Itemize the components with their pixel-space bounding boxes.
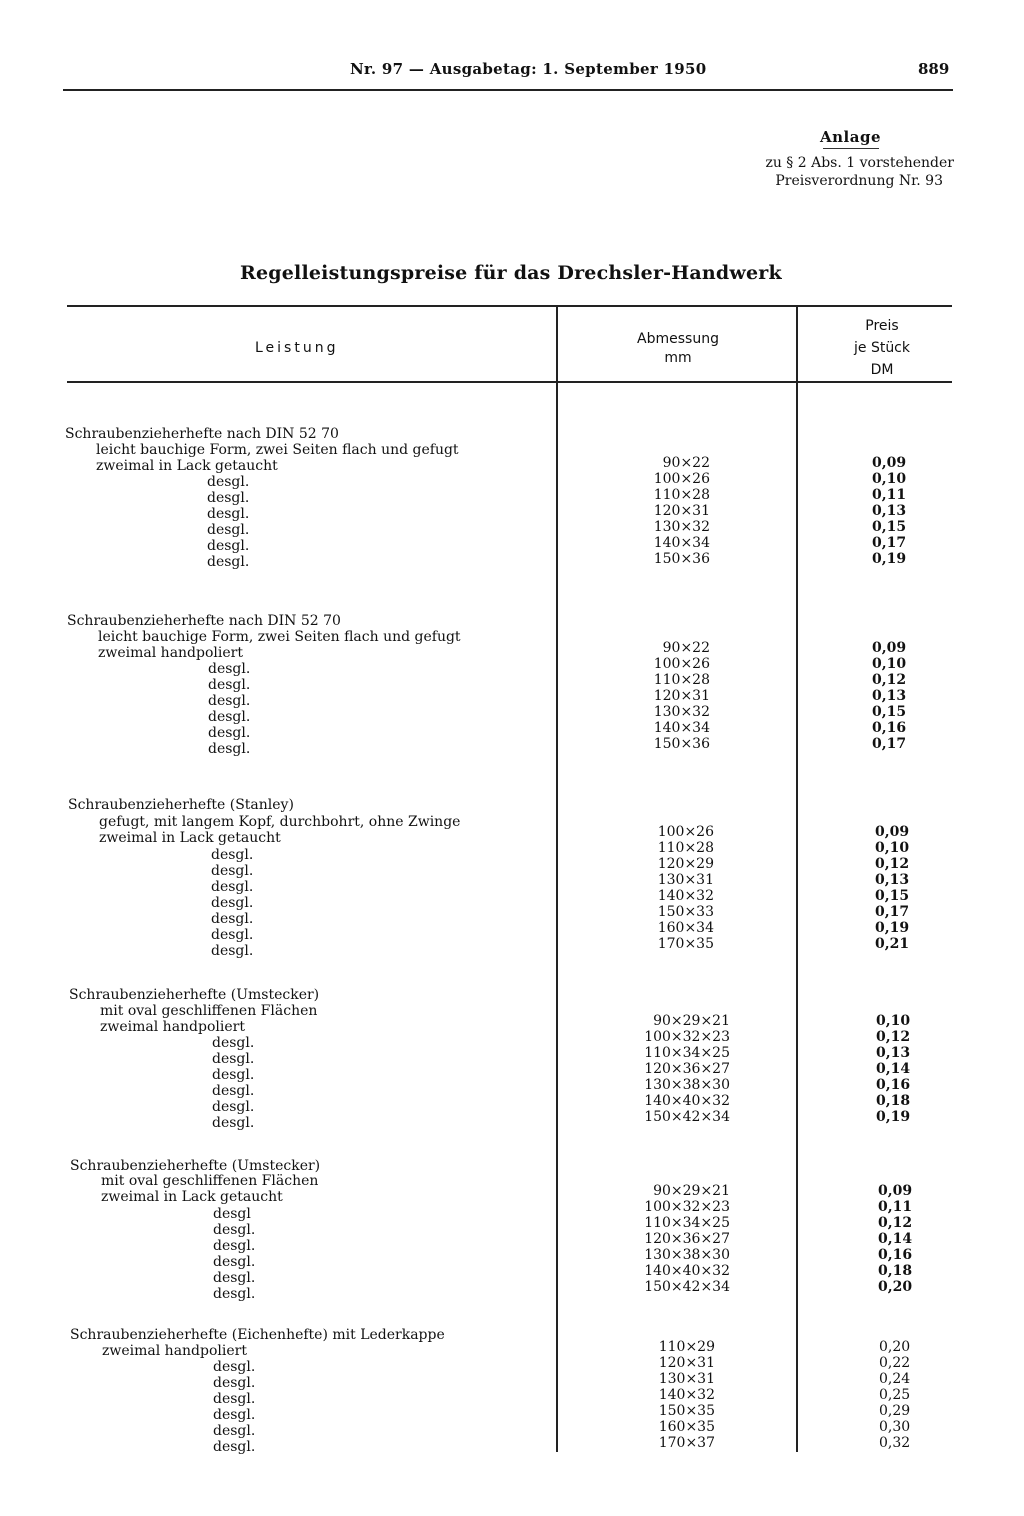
dimension-cell: 140×34 xyxy=(653,720,710,736)
row-label: desgl. xyxy=(208,661,251,677)
price-cell: 0,11 xyxy=(878,1199,913,1215)
section-line: zweimal in Lack getaucht xyxy=(96,458,278,474)
price-cell: 0,16 xyxy=(876,1077,911,1093)
price-cell: 0,12 xyxy=(875,856,910,872)
price-cell: 0,18 xyxy=(876,1093,911,1109)
row-label: desgl. xyxy=(207,474,250,490)
price-cell: 0,10 xyxy=(872,471,907,487)
dimension-cell: 130×32 xyxy=(653,519,710,535)
row-label: desgl. xyxy=(213,1254,256,1270)
row-label: desgl. xyxy=(213,1407,256,1423)
section-title: Schraubenzieherhefte (Eichenhefte) mit Lederkappe xyxy=(70,1327,445,1343)
price-cell: 0,20 xyxy=(879,1339,911,1355)
dimension-cell: 140×32 xyxy=(657,888,714,904)
price-cell: 0,09 xyxy=(878,1183,913,1199)
price-cell: 0,19 xyxy=(876,1109,911,1125)
row-label: desgl. xyxy=(211,895,254,911)
price-cell: 0,14 xyxy=(878,1231,913,1247)
table-header-rule xyxy=(67,381,952,383)
price-cell: 0,16 xyxy=(872,720,907,736)
dimension-cell: 100×26 xyxy=(653,656,710,672)
dimension-cell: 120×36×27 xyxy=(644,1061,730,1077)
annex-line-2: Preisverordnung Nr. 93 xyxy=(775,173,943,189)
dimension-cell: 130×38×30 xyxy=(644,1077,730,1093)
section-line: leicht bauchige Form, zwei Seiten flach und gefugt xyxy=(96,442,459,458)
dimension-cell: 90×29×21 xyxy=(653,1183,730,1199)
row-label: desgl. xyxy=(207,538,250,554)
section-title: Schraubenzieherhefte (Stanley) xyxy=(68,797,294,813)
row-label: desgl. xyxy=(212,1099,255,1115)
dimension-cell: 90×22 xyxy=(662,455,710,471)
price-cell: 0,20 xyxy=(878,1279,913,1295)
price-cell: 0,14 xyxy=(876,1061,911,1077)
row-label: desgl. xyxy=(208,693,251,709)
dimension-cell: 130×31 xyxy=(658,1371,715,1387)
row-label: desgl. xyxy=(207,506,250,522)
row-label: desgl. xyxy=(212,1035,255,1051)
header-rule xyxy=(63,89,953,91)
dimension-cell: 150×36 xyxy=(653,551,710,567)
price-cell: 0,25 xyxy=(879,1387,911,1403)
dimension-cell: 120×31 xyxy=(658,1355,715,1371)
row-label: desgl. xyxy=(208,725,251,741)
row-label: desgl. xyxy=(213,1391,256,1407)
price-cell: 0,19 xyxy=(872,551,907,567)
price-cell: 0,09 xyxy=(872,640,907,656)
issue-line: Nr. 97 — Ausgabetag: 1. September 1950 xyxy=(350,60,707,78)
dimension-cell: 120×36×27 xyxy=(644,1231,730,1247)
row-label: desgl. xyxy=(212,1083,255,1099)
price-cell: 0,09 xyxy=(872,455,907,471)
price-cell: 0,15 xyxy=(872,519,907,535)
column-header-preis xyxy=(832,315,932,381)
row-label: desgl. xyxy=(207,522,250,538)
row-label: desgl. xyxy=(213,1238,256,1254)
preis-unit: DM xyxy=(870,362,894,378)
price-cell: 0,21 xyxy=(875,936,910,952)
dimension-cell: 110×34×25 xyxy=(644,1215,730,1231)
price-cell: 0,30 xyxy=(879,1419,911,1435)
price-cell: 0,13 xyxy=(872,503,907,519)
dimension-cell: 110×29 xyxy=(658,1339,715,1355)
section-line: zweimal in Lack getaucht xyxy=(101,1189,283,1205)
table-top-rule xyxy=(67,305,952,307)
dimension-cell: 90×22 xyxy=(662,640,710,656)
price-cell: 0,16 xyxy=(878,1247,913,1263)
dimension-cell: 120×31 xyxy=(653,503,710,519)
annex-underline xyxy=(823,148,879,149)
row-label: desgl xyxy=(213,1206,251,1222)
section-line: mit oval geschliffenen Flächen xyxy=(100,1003,318,1019)
dimension-cell: 130×32 xyxy=(653,704,710,720)
price-cell: 0,19 xyxy=(875,920,910,936)
dimension-cell: 130×31 xyxy=(657,872,714,888)
dimension-cell: 100×26 xyxy=(653,471,710,487)
price-cell: 0,13 xyxy=(876,1045,911,1061)
preis-label: Preis xyxy=(865,318,899,334)
row-label: desgl. xyxy=(211,847,254,863)
price-cell: 0,17 xyxy=(875,904,910,920)
dimension-cell: 150×33 xyxy=(657,904,714,920)
page-number: 889 xyxy=(918,60,950,78)
section-line: zweimal handpoliert xyxy=(98,645,243,661)
column-divider-right xyxy=(796,307,798,1452)
price-cell: 0,10 xyxy=(872,656,907,672)
row-label: desgl. xyxy=(211,927,254,943)
dimension-cell: 120×29 xyxy=(657,856,714,872)
row-label: desgl. xyxy=(213,1439,256,1455)
price-cell: 0,10 xyxy=(875,840,910,856)
row-label: desgl. xyxy=(207,490,250,506)
row-label: desgl. xyxy=(213,1270,256,1286)
row-label: desgl. xyxy=(211,943,254,959)
row-label: desgl. xyxy=(213,1423,256,1439)
price-cell: 0,10 xyxy=(876,1013,911,1029)
dimension-cell: 110×28 xyxy=(653,672,710,688)
price-cell: 0,24 xyxy=(879,1371,911,1387)
row-label: desgl. xyxy=(213,1359,256,1375)
price-cell: 0,29 xyxy=(879,1403,911,1419)
annex-line-1: zu § 2 Abs. 1 vorstehender xyxy=(765,155,954,171)
section-line: zweimal handpoliert xyxy=(102,1343,247,1359)
row-label: desgl. xyxy=(213,1222,256,1238)
price-cell: 0,12 xyxy=(878,1215,913,1231)
price-cell: 0,32 xyxy=(879,1435,911,1451)
price-cell: 0,17 xyxy=(872,736,907,752)
row-label: desgl. xyxy=(211,911,254,927)
row-label: desgl. xyxy=(207,554,250,570)
dimension-cell: 150×36 xyxy=(653,736,710,752)
row-label: desgl. xyxy=(211,863,254,879)
row-label: desgl. xyxy=(208,709,251,725)
price-cell: 0,09 xyxy=(875,824,910,840)
dimension-cell: 130×38×30 xyxy=(644,1247,730,1263)
price-cell: 0,17 xyxy=(872,535,907,551)
section-line: zweimal in Lack getaucht xyxy=(99,830,281,846)
dimension-cell: 110×28 xyxy=(657,840,714,856)
dimension-cell: 140×40×32 xyxy=(644,1093,730,1109)
column-header-leistung: Leistung xyxy=(255,340,339,356)
row-label: desgl. xyxy=(212,1067,255,1083)
dimension-cell: 110×34×25 xyxy=(644,1045,730,1061)
section-title: Schraubenzieherhefte nach DIN 52 70 xyxy=(67,613,341,629)
price-cell: 0,18 xyxy=(878,1263,913,1279)
row-label: desgl. xyxy=(213,1375,256,1391)
dimension-cell: 150×42×34 xyxy=(644,1279,730,1295)
price-cell: 0,22 xyxy=(879,1355,911,1371)
section-title: Schraubenzieherhefte nach DIN 52 70 xyxy=(65,426,339,442)
price-cell: 0,13 xyxy=(872,688,907,704)
page-title: Regelleistungspreise für das Drechsler-Handwerk xyxy=(240,262,782,284)
section-line: mit oval geschliffenen Flächen xyxy=(101,1173,319,1189)
dimension-cell: 160×34 xyxy=(657,920,714,936)
preis-per-piece: je Stück xyxy=(853,340,910,356)
row-label: desgl. xyxy=(208,741,251,757)
price-cell: 0,12 xyxy=(876,1029,911,1045)
dimension-cell: 120×31 xyxy=(653,688,710,704)
price-cell: 0,15 xyxy=(872,704,907,720)
section-line: zweimal handpoliert xyxy=(100,1019,245,1035)
dimension-cell: 160×35 xyxy=(658,1419,715,1435)
row-label: desgl. xyxy=(213,1286,256,1302)
dimension-cell: 170×37 xyxy=(658,1435,715,1451)
abmessung-label: Abmessung xyxy=(637,331,719,347)
annex-title: Anlage xyxy=(820,128,881,146)
dimension-cell: 90×29×21 xyxy=(653,1013,730,1029)
column-header-abmessung xyxy=(632,330,724,368)
dimension-cell: 170×35 xyxy=(657,936,714,952)
dimension-cell: 150×35 xyxy=(658,1403,715,1419)
abmessung-unit: mm xyxy=(664,350,692,366)
row-label: desgl. xyxy=(212,1051,255,1067)
dimension-cell: 100×32×23 xyxy=(644,1029,730,1045)
row-label: desgl. xyxy=(212,1115,255,1131)
section-title: Schraubenzieherhefte (Umstecker) xyxy=(70,1158,321,1174)
row-label: desgl. xyxy=(211,879,254,895)
dimension-cell: 140×40×32 xyxy=(644,1263,730,1279)
dimension-cell: 140×34 xyxy=(653,535,710,551)
section-line: leicht bauchige Form, zwei Seiten flach und gefugt xyxy=(98,629,461,645)
section-title: Schraubenzieherhefte (Umstecker) xyxy=(69,987,320,1003)
dimension-cell: 100×26 xyxy=(657,824,714,840)
price-cell: 0,12 xyxy=(872,672,907,688)
dimension-cell: 110×28 xyxy=(653,487,710,503)
price-cell: 0,11 xyxy=(872,487,907,503)
dimension-cell: 140×32 xyxy=(658,1387,715,1403)
dimension-cell: 150×42×34 xyxy=(644,1109,730,1125)
dimension-cell: 100×32×23 xyxy=(644,1199,730,1215)
section-line: gefugt, mit langem Kopf, durchbohrt, ohne Zwinge xyxy=(99,814,461,830)
row-label: desgl. xyxy=(208,677,251,693)
price-cell: 0,15 xyxy=(875,888,910,904)
price-cell: 0,13 xyxy=(875,872,910,888)
